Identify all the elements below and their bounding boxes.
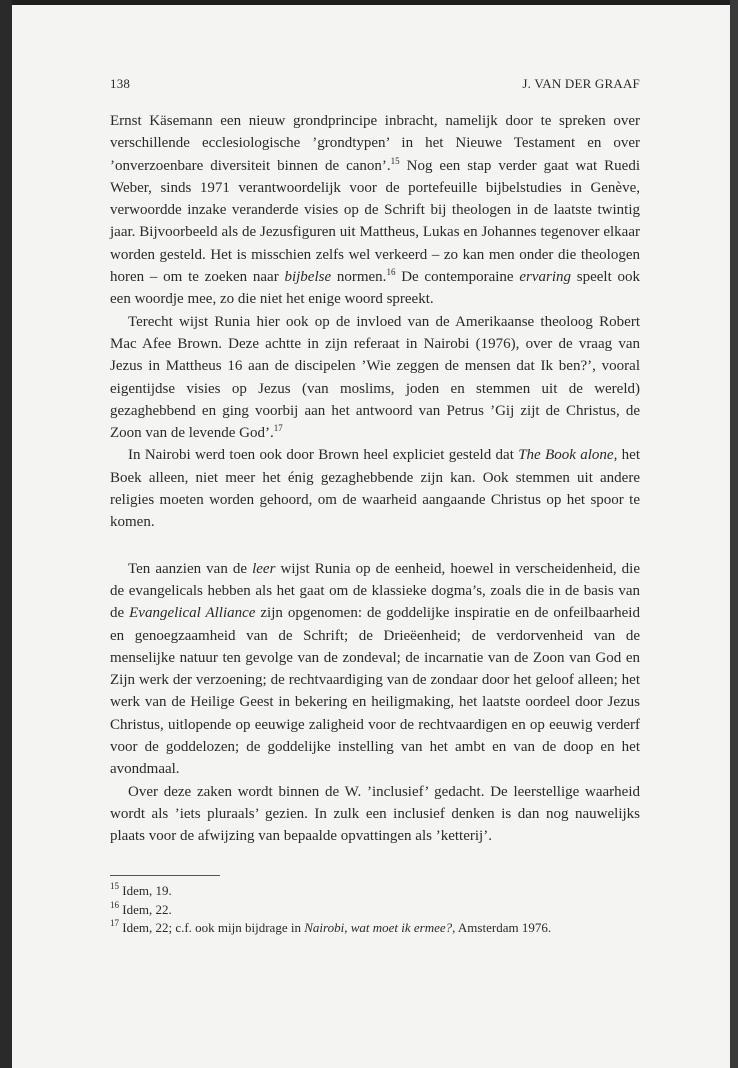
scan-edge-right	[730, 0, 738, 1068]
footnote-marker: 15	[390, 155, 400, 166]
italic-text: Nairobi, wat moet ik ermee?	[304, 920, 453, 935]
footnote: $^{15}$ Idem, 19.	[110, 881, 172, 898]
body-text	[110, 110, 640, 848]
italic-text: bijbelse	[284, 269, 332, 286]
paragraph: Ernst Käsemann een nieuw grondprincipe inbracht, namelijk door te spreken over verschillende ecclesiologische ’grondtypen’ in het Nieuwe Testament en over ’onverzoenbare diversiteit binnen de canon’.$^{15}$ Nog een stap verder gaat wat Ruedi Weber, sinds 1971 verantwoordelijk voor de portefeuille bijbelstudies in Genève, verwoordde inzake veranderde visies op de Schrift bij theologen in de laatste twintig jaar. Bijvoorbeeld als de Jezusfiguren uit Mattheus, Lukas en Johannes tegenover elkaar worden gesteld. Het is misschien zelfs wel verkeerd – zo kan men onder die theologen horen – om te zoeken naar bijbelse normen.$^{16}$ De contemporaine ervaring speelt ook een woordje mee, zo die niet het enige woord spreekt.	[110, 113, 640, 308]
italic-text: The Book alone	[518, 447, 614, 464]
italic-text: Evangelical Alliance	[129, 605, 256, 622]
italic-text: leer	[252, 560, 276, 577]
running-header	[110, 76, 640, 92]
footnote-marker: 17	[110, 918, 119, 928]
footnote: $^{17}$ Idem, 22; c.f. ook mijn bijdrage in Nairobi, wat moet ik ermee?, Amsterdam 1976.	[110, 918, 552, 935]
footnote-marker: 16	[386, 267, 396, 278]
paragraph: Ten aanzien van de leer wijst Runia op de eenheid, hoewel in verscheidenheid, die de evangelicals hebben als het gaat om de klassieke dogma’s, zoals die in de basis van de Evangelical Alliance zijn opgenomen: de goddelijke inspiratie en de onfeilbaarheid en genoegzaamheid van de Schrift; de Drieëenheid; de verdorvenheid van de menselijke natuur ten gevolge van de zondeval; de incarnatie van de Zoon van God en Zijn werk der verzoening; de rechtvaardiging van de zondaar door het geloof alleen; het werk van de Heilige Geest in bekering en heiligmaking, het laatste oordeel door Jezus Christus, uitlopende op eeuwige zaligheid voor de rechtvaardigen en op eeuwig verderf voor de goddelozen; de goddelijke instelling van het ambt en van de doop en het avondmaal.	[110, 560, 640, 778]
footnote-marker: 16	[110, 899, 119, 910]
section-gap	[110, 534, 640, 558]
footnote-marker: 17	[273, 423, 283, 434]
footnote-rule	[110, 875, 220, 876]
paragraph: Over deze zaken wordt binnen de W. ’inclusief’ gedacht. De leerstellige waarheid wordt als ’iets pluraals’ gezien. In zulk een inclusief denken is dan nog nauwelijks plaats voor de afwijzing van bepaalde opvattingen als ’ketterij’.	[110, 783, 640, 845]
scan-edge-left	[0, 0, 12, 1068]
italic-text: ervaring	[519, 269, 571, 286]
footnotes	[110, 882, 640, 938]
page-number: 138	[110, 76, 131, 91]
paragraph: In Nairobi werd toen ook door Brown heel expliciet gesteld dat The Book alone, het Boek alleen, niet meer het énig gezaghebbende zijn kan. Ook stemmen uit andere religies moeten worden gehoord, om de waarheid aangaande Christus op het spoor te komen.	[110, 447, 640, 531]
running-title: J. VAN DER GRAAF	[522, 76, 640, 91]
paragraph: Terecht wijst Runia hier ook op de invloed van de Amerikaanse theoloog Robert Mac Afee Brown. Deze achtte in zijn referaat in Nairobi (1976), over de vraag van Jezus in Mattheus 16 aan de discipelen ’Wie zeggen de mensen dat Ik ben?’, vooral eigentijdse visies op Jezus (van moslims, joden en stemmen uit de wereld) gezaghebbend en ging voorbij aan het antwoord van Petrus ’Gij zijt de Christus, de Zoon van de levende God’.$^{17}$	[110, 313, 640, 442]
footnote: $^{16}$ Idem, 22.	[110, 899, 172, 917]
footnote-marker: 15	[110, 881, 119, 891]
